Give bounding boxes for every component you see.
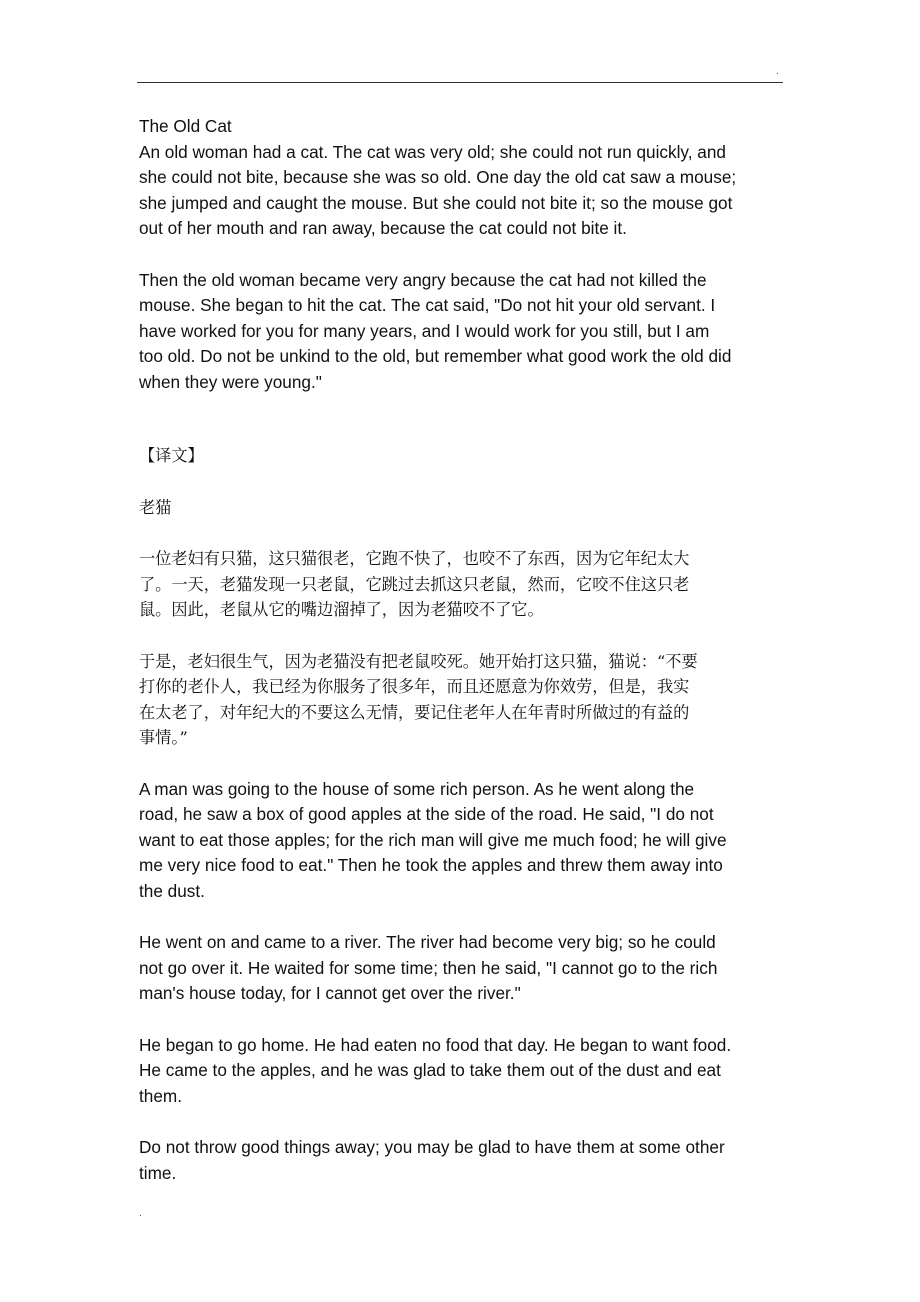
document-body bbox=[139, 114, 785, 1186]
translation-heading: 【译文】 bbox=[139, 446, 204, 465]
translation-paragraph-2: 于是，老妇很生气，因为老猫没有把老鼠咬死。她开始打这只猫，猫说：“不要 打你的老仆人，我已经为你服务了很多年，而且还愿意为你效劳，但是，我实 在太老了，对年纪大的不要这么无情，要记住老年人在年青时所做过的有益的 事情。” bbox=[139, 651, 698, 747]
footer-mark: . bbox=[139, 1208, 142, 1219]
story-title: The Old Cat bbox=[139, 116, 232, 136]
translation-title: 老猫 bbox=[139, 497, 172, 517]
story2-paragraph-1: A man was going to the house of some rich person. As he went along the road, he saw a box of good apples at the side of the road. He said, "I do not want to eat those apples; for the rich man will give me much food; he will give me very nice food to eat." Then he took the apples and threw them away into the dust. bbox=[139, 778, 727, 901]
translation-paragraph-1: 一位老妇有只猫，这只猫很老，它跑不快了，也咬不了东西，因为它年纪太大 了。一天，老猫发现一只老鼠，它跳过去抓这只老鼠，然而，它咬不住这只老 鼠。因此，老鼠从它的嘴边溜掉了，因为老猫咬不了它。 bbox=[139, 549, 690, 619]
header-mark: . bbox=[776, 66, 779, 77]
story2-paragraph-2: He went on and came to a river. The river had become very big; so he could not go over it. He waited for some time; then he said, "I cannot go to the rich man's house today, for I cannot get over the river." bbox=[139, 932, 718, 1003]
story-paragraph-1: An old woman had a cat. The cat was very old; she could not run quickly, and she could not bite, because she was so old. One day the old cat saw a mouse; she jumped and caught the mouse. But she could not bite it; so the mouse got out of her mouth and ran away, because the cat could not bite it. bbox=[139, 141, 737, 238]
story2-paragraph-4: Do not throw good things away; you may be glad to have them at some other time. bbox=[139, 1137, 725, 1183]
header-rule bbox=[137, 82, 783, 83]
story2-paragraph-3: He began to go home. He had eaten no food that day. He began to want food. He came to the apples, and he was glad to take them out of the dust and eat them. bbox=[139, 1034, 732, 1106]
story-paragraph-2: Then the old woman became very angry because the cat had not killed the mouse. She began to hit the cat. The cat said, "Do not hit your old servant. I have worked for you for many years, and I would work for you still, but I am too old. Do not be unkind to the old, but remember what good work the old did when they were young." bbox=[139, 269, 732, 392]
